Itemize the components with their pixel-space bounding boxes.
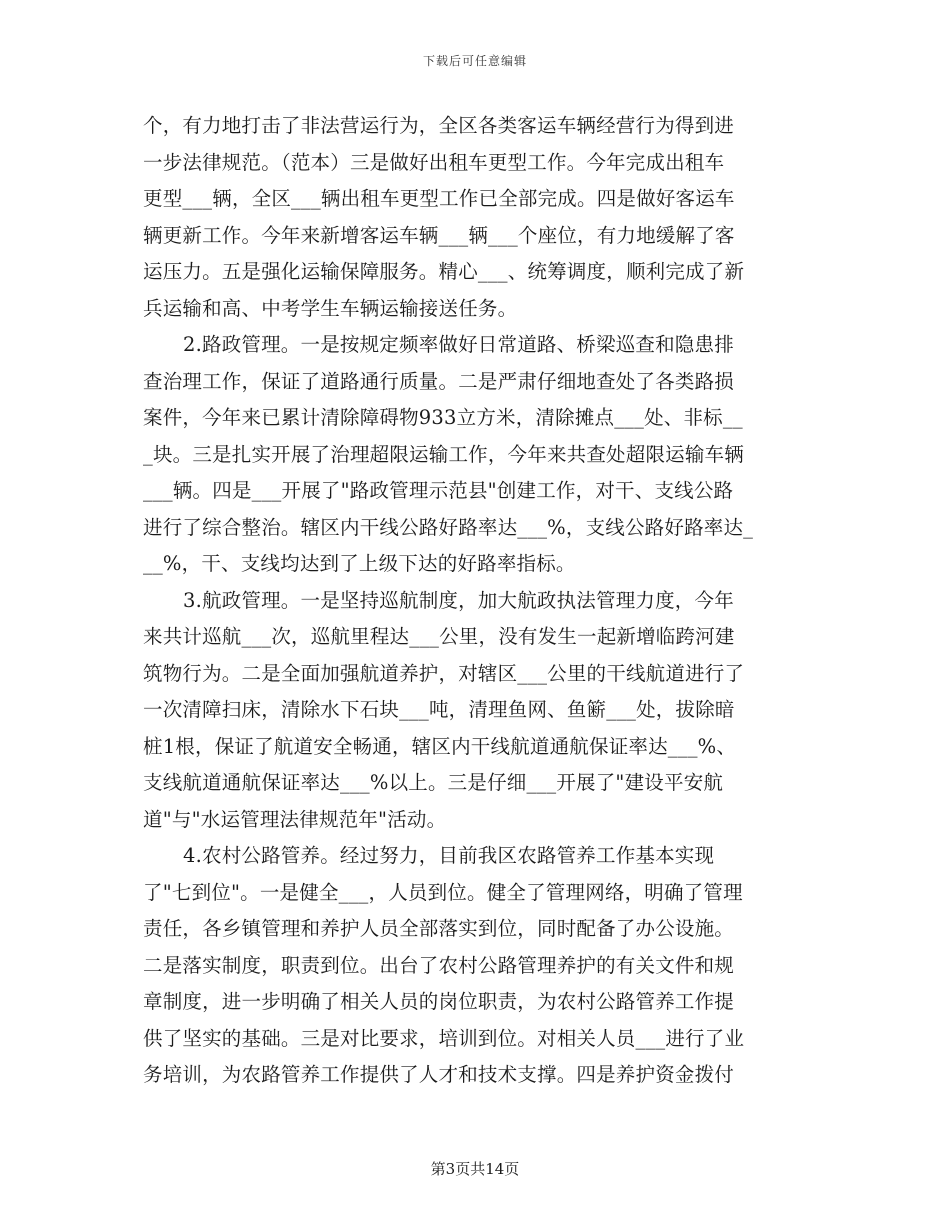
- text-line: 了"七到位"。一是健全___，人员到位。健全了管理网络，明确了管理: [143, 880, 743, 904]
- text-line: 一步法律规范。（范本）三是做好出租车更型工作。今年完成出租车: [143, 150, 725, 174]
- text-line: __%，干、支线均达到了上级下达的好路率指标。: [143, 552, 576, 575]
- text-line: 道"与"水运管理法律规范年"活动。: [143, 807, 447, 831]
- text-line: 支线航道通航保证率达___%以上。三是仔细___开展了"建设平安航: [143, 771, 724, 794]
- text-line: _块。三是扎实开展了治理超限运输工作，今年来共查处超限运输车辆: [143, 442, 744, 466]
- page-header: 下载后可任意编辑: [422, 54, 527, 68]
- text-line: 供了坚实的基础。三是对比要求，培训到位。对相关人员___进行了业: [143, 1026, 745, 1050]
- text-line: 二是落实制度，职责到位。出台了农村公路管理养护的有关文件和规: [143, 953, 735, 977]
- section-heading-line: 3.航政管理。一是坚持巡航制度，加大航政执法管理力度，今年: [183, 588, 734, 612]
- text-line: 案件，今年来已累计清除障碍物933立方米，清除摊点___处、非标__: [143, 406, 743, 429]
- page-number: 第3页共14页: [430, 1160, 520, 1178]
- text-line: 个，有力地打击了非法营运行为，全区各类客运车辆经营行为得到进: [143, 114, 735, 137]
- text-line: 桩1根，保证了航道安全畅通，辖区内干线航道通航保证率达___%、: [143, 734, 737, 758]
- text-line: 兵运输和高、中考学生车辆运输接送任务。: [143, 296, 518, 320]
- text-line: 运压力。五是强化运输保障服务。精心___、统筹调度，顺利完成了新: [143, 260, 745, 283]
- text-line: 一次清障扫床，清除水下石块___吨，清理鱼网、鱼簖___处，拔除暗: [143, 698, 735, 721]
- section-heading-line: 2.路政管理。一是按规定频率做好日常道路、桥梁巡查和隐患排: [183, 333, 734, 356]
- document-body: [143, 108, 807, 1094]
- text-line: 更型___辆，全区___辆出租车更型工作已全部完成。四是做好客运车: [143, 187, 735, 210]
- text-line: 筑物行为。二是全面加强航道养护，对辖区___公里的干线航道进行了: [143, 661, 745, 685]
- text-line: 进行了综合整治。辖区内干线公路好路率达___%，支线公路好路率达_: [143, 515, 754, 539]
- text-line: 查治理工作，保证了道路通行质量。二是严肃仔细地查处了各类路损: [143, 369, 735, 393]
- text-line: 章制度，进一步明确了相关人员的岗位职责，为农村公路管养工作提: [143, 990, 735, 1013]
- text-line: ___辆。四是___开展了"路政管理示范县"创建工作，对干、支线公路: [143, 479, 734, 502]
- text-line: 责任，各乡镇管理和养护人员全部落实到位，同时配备了办公设施。: [143, 917, 735, 940]
- text-line: 来共计巡航___次，巡航里程达___公里，没有发生一起新增临跨河建: [143, 625, 735, 648]
- text-line: 务培训，为农路管养工作提供了人才和技术支撑。四是养护资金拨付: [143, 1063, 735, 1086]
- text-line: 辆更新工作。今年来新增客运车辆___辆___个座位，有力地缓解了客: [143, 223, 735, 247]
- section-heading-line: 4.农村公路管养。经过努力，目前我区农路管养工作基本实现: [183, 844, 715, 867]
